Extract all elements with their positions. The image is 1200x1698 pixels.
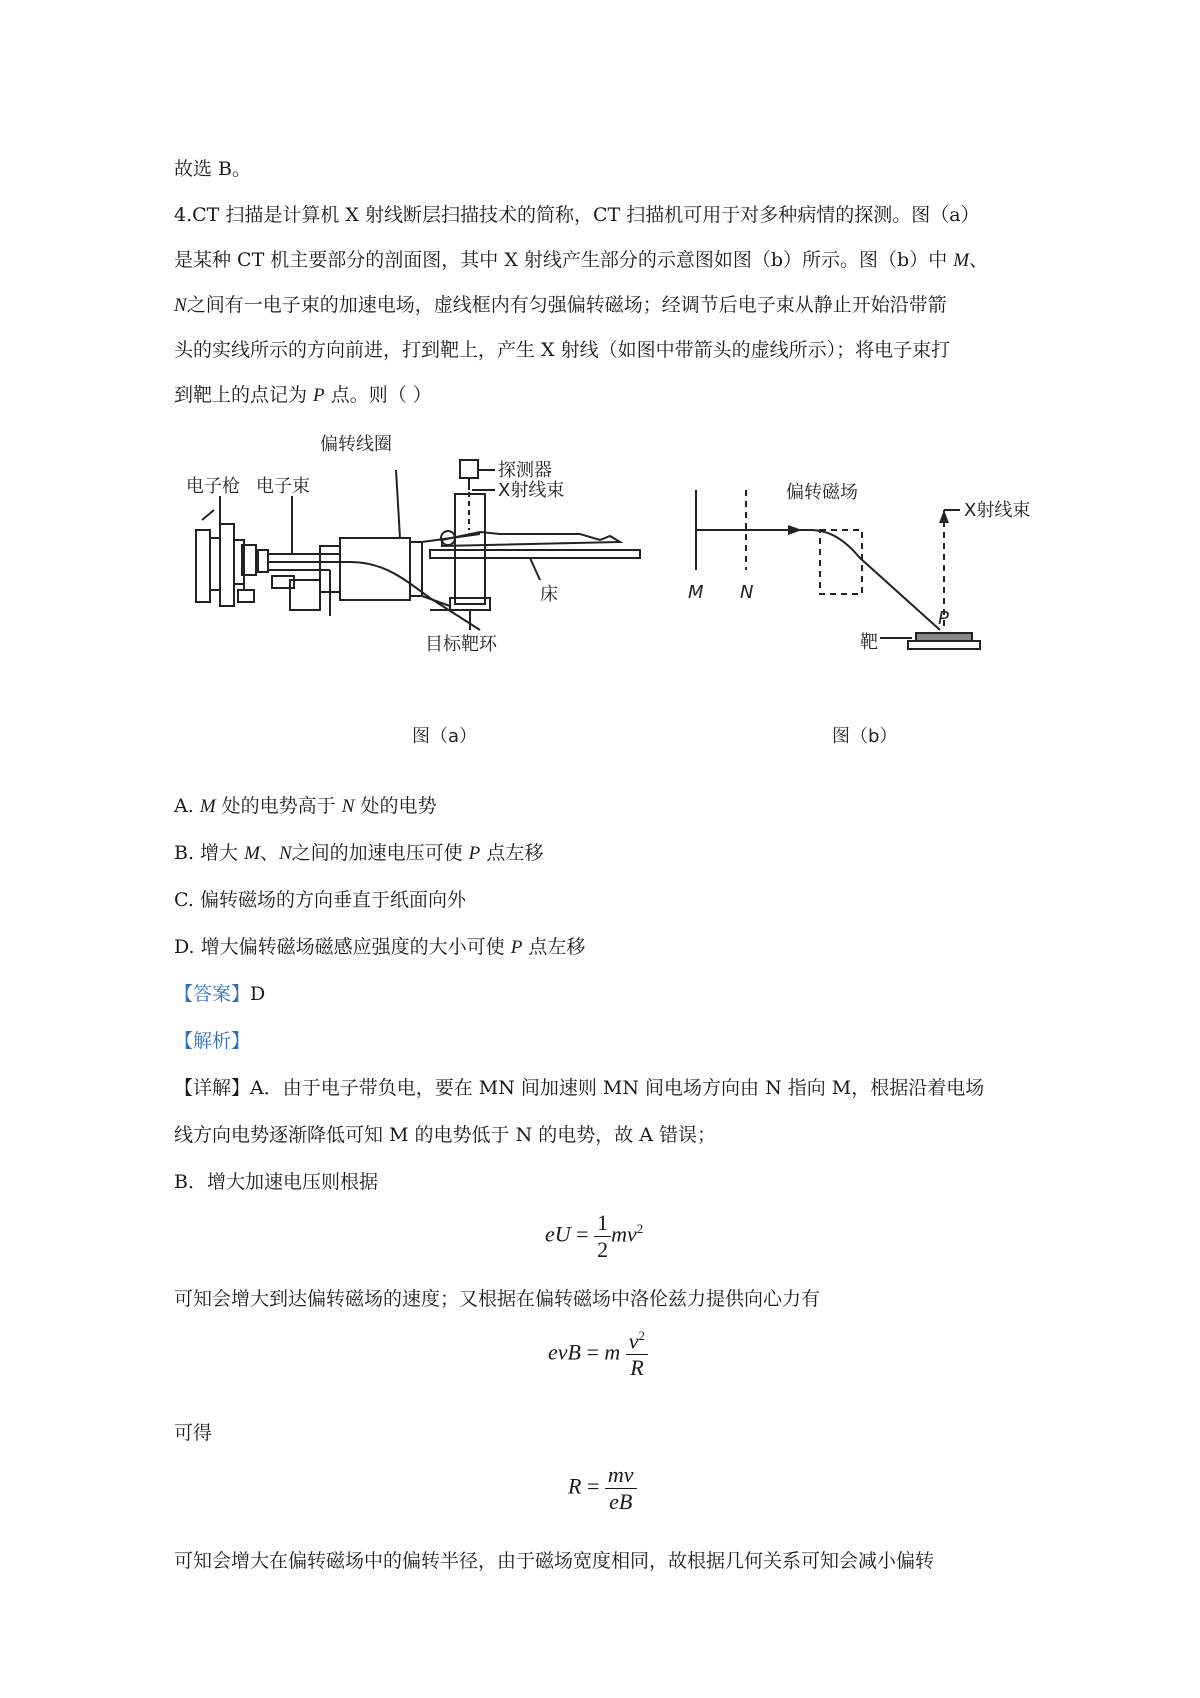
option-a-3: 处的电势高于 bbox=[215, 795, 342, 817]
label-gun: 电子枪 bbox=[186, 476, 240, 497]
option-a-4: N bbox=[341, 796, 355, 817]
label-beam: 电子束 bbox=[256, 476, 310, 497]
q2-m: M bbox=[953, 250, 970, 271]
target-base bbox=[908, 641, 980, 649]
q5-p: P bbox=[313, 385, 325, 406]
eq2-m: m bbox=[604, 1339, 621, 1365]
option-d-3: 点左移 bbox=[522, 936, 586, 958]
label-xray-b: X射线束 bbox=[964, 500, 1031, 521]
option-b-3: 、 bbox=[259, 842, 279, 864]
detail-line-4: 可知会增大到达偏转磁场的速度；又根据在偏转磁场中洛伦兹力提供向心力有 bbox=[174, 1288, 821, 1310]
question-line-2 bbox=[174, 247, 988, 274]
analysis-tag: 【解析】 bbox=[174, 1030, 251, 1052]
question-line-5 bbox=[174, 382, 432, 409]
option-d-2: P bbox=[510, 937, 523, 958]
eq2-fraction bbox=[626, 1328, 648, 1381]
answer-line bbox=[174, 981, 265, 1007]
eq2-num-wrap bbox=[626, 1328, 648, 1354]
q2-text: 是某种 CT 机主要部分的剖面图，其中 X 射线产生部分的示意图如图（b）所示。图（b）中 bbox=[174, 249, 954, 271]
eq1-lhs: eU bbox=[545, 1221, 571, 1247]
eq2-den: R bbox=[626, 1354, 648, 1381]
option-b-5: 之间的加速电压可使 bbox=[291, 842, 469, 864]
eq2-lhs: evB bbox=[548, 1339, 581, 1365]
caption-b: 图（b） bbox=[832, 726, 898, 747]
eq3-fraction bbox=[605, 1462, 637, 1515]
equation-2 bbox=[548, 1328, 648, 1381]
eq1-sup: 2 bbox=[636, 1221, 644, 1237]
equation-1 bbox=[545, 1210, 643, 1263]
option-b-4: N bbox=[278, 843, 292, 864]
detail-line-5: 可得 bbox=[174, 1422, 213, 1444]
question-line-1: 4.CT 扫描是计算机 X 射线断层扫描技术的简称，CT 扫描机可用于对多种病情的探测。图（a） bbox=[174, 204, 980, 226]
answer-tag: 【答案】 bbox=[174, 983, 251, 1005]
label-m: M bbox=[688, 582, 704, 603]
option-b-1: B. 增大 bbox=[174, 842, 245, 864]
option-a-2: M bbox=[199, 796, 216, 817]
eq2-num: v bbox=[628, 1328, 639, 1354]
label-p: P bbox=[938, 608, 949, 629]
target-plate bbox=[916, 633, 972, 641]
eq3-lhs: R bbox=[568, 1473, 582, 1499]
label-n: N bbox=[740, 582, 754, 603]
q5-text: 到靶上的点记为 bbox=[174, 384, 314, 406]
option-b-2: M bbox=[244, 843, 260, 864]
figure-a bbox=[180, 430, 660, 760]
label-target: 靶 bbox=[860, 632, 878, 653]
detail-line-3: B．增大加速电压则根据 bbox=[174, 1171, 378, 1193]
option-c: C. 偏转磁场的方向垂直于纸面向外 bbox=[174, 889, 466, 911]
eq3-equals: = bbox=[586, 1473, 600, 1499]
detail-line-2: 线方向电势逐渐降低可知 M 的电势低于 N 的电势，故 A 错误； bbox=[174, 1124, 717, 1146]
eq1-den: 2 bbox=[597, 1237, 609, 1262]
option-d bbox=[174, 934, 585, 961]
option-a-5: 处的电势 bbox=[354, 795, 437, 817]
label-xray-a: X射线束 bbox=[498, 480, 565, 501]
eq1-rhs: mv bbox=[611, 1221, 637, 1247]
label-coil: 偏转线圈 bbox=[320, 434, 392, 455]
equation-3 bbox=[568, 1462, 637, 1515]
eq2-equals: = bbox=[586, 1339, 599, 1365]
eq1-equals: = bbox=[576, 1221, 589, 1247]
caption-a: 图（a） bbox=[412, 726, 478, 747]
label-detector: 探测器 bbox=[498, 460, 552, 481]
label-target-ring: 目标靶环 bbox=[425, 634, 497, 655]
q5-end: 点。则（ ） bbox=[324, 384, 432, 406]
arrow-xray bbox=[939, 510, 949, 523]
option-a bbox=[174, 793, 436, 820]
option-b-6: P bbox=[468, 843, 481, 864]
question-line-4: 头的实线所示的方向前进，打到靶上，产生 X 射线（如图中带箭头的虚线所示）；将电子束打 bbox=[174, 339, 951, 361]
conclusion-line: 故选 B。 bbox=[174, 158, 252, 180]
option-a-1: A. bbox=[174, 795, 200, 817]
label-bed: 床 bbox=[540, 584, 558, 605]
q2-sep: 、 bbox=[969, 249, 989, 271]
q3-text: 之间有一电子束的加速电场，虚线框内有匀强偏转磁场；经调节后电子束从静止开始沿带箭 bbox=[186, 294, 947, 316]
question-line-3 bbox=[174, 292, 947, 319]
label-field: 偏转磁场 bbox=[786, 482, 858, 503]
eq2-sup: 2 bbox=[638, 1328, 646, 1343]
electron-path bbox=[696, 530, 940, 630]
detail-line-6: 可知会增大在偏转磁场中的偏转半径，由于磁场宽度相同，故根据几何关系可知会减小偏转 bbox=[174, 1550, 935, 1572]
eq1-num: 1 bbox=[594, 1210, 611, 1237]
detail-line-1: 【详解】A．由于电子带负电，要在 MN 间加速则 MN 间电场方向由 N 指向 M，根据沿着电场 bbox=[174, 1077, 985, 1099]
eq3-num: mv bbox=[605, 1462, 637, 1489]
option-d-1: D. 增大偏转磁场磁感应强度的大小可使 bbox=[174, 936, 511, 958]
q3-n: N bbox=[174, 295, 187, 316]
arrow-beam bbox=[788, 525, 802, 535]
eq1-fraction bbox=[594, 1210, 611, 1263]
option-b bbox=[174, 840, 543, 867]
figure-b bbox=[680, 470, 1100, 760]
option-b-7: 点左移 bbox=[480, 842, 544, 864]
eq3-den: eB bbox=[609, 1489, 633, 1514]
answer-value: D bbox=[250, 983, 266, 1005]
